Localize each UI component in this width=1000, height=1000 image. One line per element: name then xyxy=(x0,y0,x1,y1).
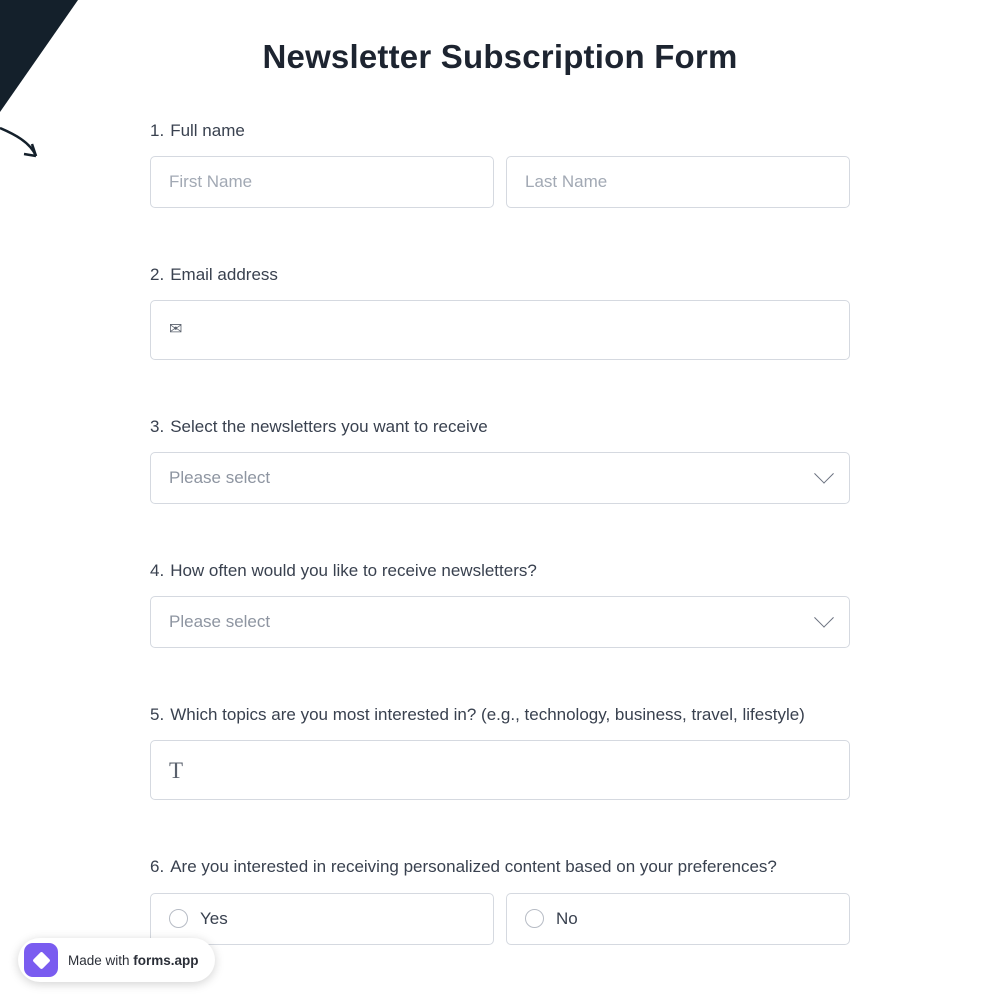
question-4-text: How often would you like to receive newsletters? xyxy=(170,561,537,581)
made-with-brand: forms.app xyxy=(133,952,199,968)
question-newsletters xyxy=(150,416,850,504)
made-with-badge[interactable] xyxy=(18,938,215,982)
question-3-number: 3. xyxy=(150,417,165,437)
text-icon: T xyxy=(169,757,184,783)
first-name-input[interactable] xyxy=(169,172,475,192)
topics-field[interactable] xyxy=(150,740,850,800)
radio-icon[interactable] xyxy=(525,909,544,928)
chevron-down-icon xyxy=(814,464,834,484)
question-1-text: Full name xyxy=(170,121,245,140)
made-with-label xyxy=(68,953,199,968)
newsletters-select[interactable] xyxy=(150,452,850,504)
last-name-field[interactable] xyxy=(506,156,850,208)
newsletters-select-value: Please select xyxy=(169,468,271,488)
envelope-icon: ✉ xyxy=(169,321,183,339)
question-4-number: 4. xyxy=(150,561,165,581)
question-5-number: 5. xyxy=(150,705,165,725)
frequency-select[interactable] xyxy=(150,596,850,648)
diamond-shape xyxy=(32,951,50,969)
question-5-label xyxy=(150,704,850,726)
radio-option-no[interactable] xyxy=(506,893,850,945)
question-3-text: Select the newsletters you want to receive xyxy=(170,417,488,437)
question-topics xyxy=(150,704,850,800)
question-1-label xyxy=(150,120,850,142)
first-name-field[interactable] xyxy=(150,156,494,208)
question-2-label xyxy=(150,264,850,286)
question-2-text: Email address xyxy=(170,265,278,285)
forms-app-logo-icon xyxy=(24,943,58,977)
chevron-down-icon xyxy=(814,608,834,628)
question-3-label xyxy=(150,416,850,438)
question-5-text: Which topics are you most interested in? (e.g., technology, business, travel, lifestyle) xyxy=(170,705,805,725)
corner-decoration xyxy=(0,0,90,170)
question-frequency xyxy=(150,560,850,648)
question-6-text: Are you interested in receiving personalized content based on your preferences? xyxy=(170,857,777,877)
frequency-select-value: Please select xyxy=(169,612,271,632)
question-6-label xyxy=(150,856,850,878)
question-2-number: 2. xyxy=(150,265,165,285)
question-personalized-content xyxy=(150,856,850,944)
radio-option-yes[interactable] xyxy=(150,893,494,945)
made-with-prefix: Made with xyxy=(68,952,134,968)
question-4-label xyxy=(150,560,850,582)
radio-icon[interactable] xyxy=(169,909,188,928)
radio-option-no-label: No xyxy=(556,908,578,928)
email-field[interactable] xyxy=(150,300,850,360)
name-fields-row xyxy=(150,156,850,208)
question-1-number: 1. xyxy=(150,121,165,140)
form-body xyxy=(150,76,850,945)
question-full-name xyxy=(150,120,850,208)
question-email xyxy=(150,264,850,360)
personalized-content-options xyxy=(150,893,850,945)
radio-option-yes-label: Yes xyxy=(200,908,228,928)
page-title: Newsletter Subscription Form xyxy=(262,38,738,75)
last-name-input[interactable] xyxy=(525,172,831,192)
question-6-number: 6. xyxy=(150,857,165,877)
